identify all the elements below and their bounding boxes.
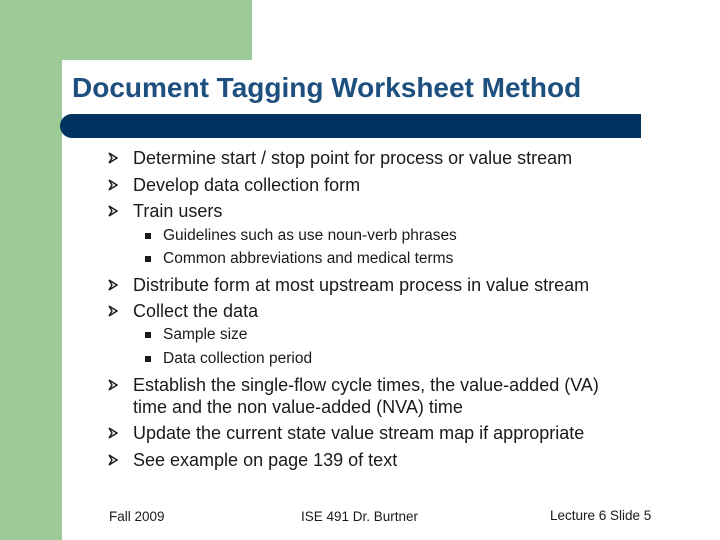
square-bullet-icon	[145, 356, 151, 362]
sub-bullet-item: Guidelines such as use noun-verb phrases	[163, 227, 457, 244]
arrow-bullet-icon	[108, 147, 122, 169]
bullet-item: Establish the single-flow cycle times, the value-added (VA)	[133, 375, 599, 395]
arrow-bullet-icon	[108, 174, 122, 196]
sub-bullet-item: Data collection period	[163, 350, 313, 367]
decorative-green-block	[0, 0, 252, 60]
bullet-item: Determine start / stop point for process or value stream	[133, 148, 573, 168]
arrow-bullet-icon	[108, 300, 122, 322]
decorative-green-strip	[0, 60, 62, 540]
title-underline-bar	[60, 114, 641, 138]
arrow-bullet-icon	[108, 449, 122, 471]
arrow-bullet-icon	[108, 374, 122, 396]
bullet-item-continuation: time and the non value-added (NVA) time	[133, 397, 463, 417]
bullet-item: Distribute form at most upstream process in value stream	[133, 275, 590, 295]
slide-title: Document Tagging Worksheet Method	[72, 72, 582, 103]
footer-course: ISE 491 Dr. Burtner	[301, 509, 419, 524]
bullet-item: See example on page 139 of text	[133, 450, 398, 470]
sub-bullet-item: Sample size	[163, 326, 248, 343]
footer-date: Fall 2009	[109, 509, 165, 524]
bullet-item: Develop data collection form	[133, 175, 361, 195]
bullet-item: Update the current state value stream map if appropriate	[133, 423, 585, 443]
square-bullet-icon	[145, 256, 151, 262]
arrow-bullet-icon	[108, 422, 122, 444]
sub-bullet-item: Common abbreviations and medical terms	[163, 250, 454, 267]
footer-slide-number: Lecture 6 Slide 5	[550, 508, 652, 523]
square-bullet-icon	[145, 332, 151, 338]
arrow-bullet-icon	[108, 274, 122, 296]
bullet-item: Collect the data	[133, 301, 259, 321]
arrow-bullet-icon	[108, 200, 122, 222]
square-bullet-icon	[145, 233, 151, 239]
bullet-item: Train users	[133, 201, 223, 221]
